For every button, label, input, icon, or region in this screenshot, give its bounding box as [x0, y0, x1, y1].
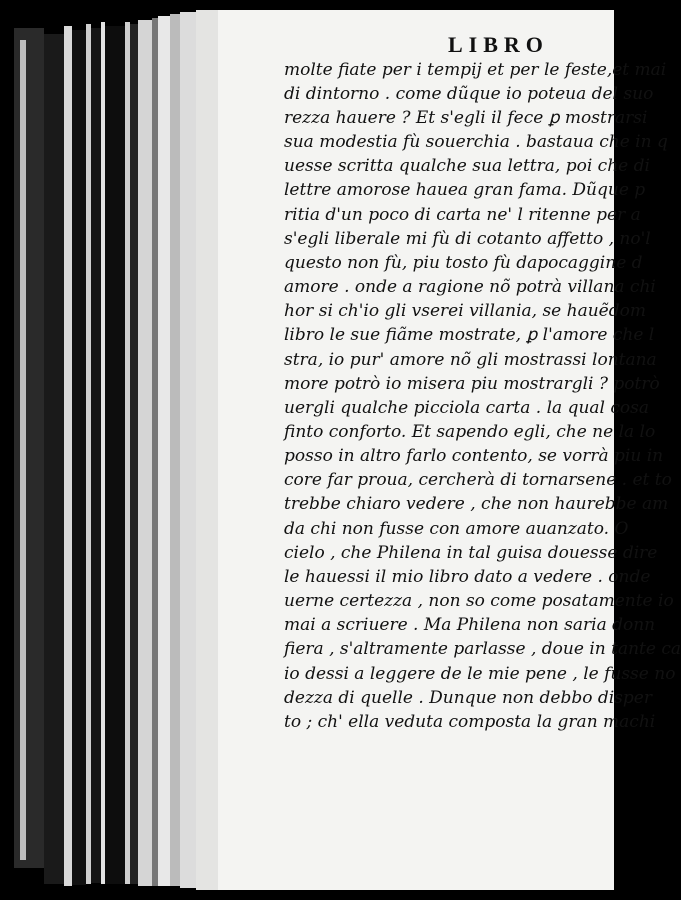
text-line: amore . onde a ragione nõ potrà villana chi [284, 277, 656, 297]
text-line: uergli qualche picciola carta . la qual cosa [284, 398, 650, 418]
running-head: LIBRO [448, 32, 549, 57]
text-line: to ; ch' ella veduta composta la gran machi [284, 712, 656, 732]
text-line: trebbe chiaro vedere , che non haurebbe am [284, 494, 669, 514]
text-line: ritia d'un poco di carta ne' l ritenne per a [284, 205, 641, 225]
text-line: questo non fù, piu tosto fù dapocaggine d [284, 253, 643, 273]
text-line: le hauessi il mio libro dato a vedere . onde [284, 567, 651, 587]
text-line: stra, io pur' amore nõ gli mostrassi lontana [284, 350, 657, 370]
text-line: da chi non fusse con amore auanzato. O [284, 519, 629, 539]
text-line: io dessi a leggere de le mie pene , le fusse no [284, 664, 676, 684]
text-line: dezza di quelle . Dunque non debbo disper [284, 688, 652, 708]
text-block [284, 60, 681, 780]
text-line: sua modestia fù souerchia . bastaua che in q [284, 132, 668, 152]
text-line: core far proua, cercherà di tornarsene . et to [284, 470, 672, 490]
text-line: uerne certezza , non so come posatamente io [284, 591, 674, 611]
text-line: uesse scritta qualche sua lettra, poi che di [284, 156, 650, 176]
text-line: di dintorno . come dũque io poteua del suo [284, 84, 654, 104]
text-line: s'egli liberale mi fù di cotanto affetto , no'l [284, 229, 651, 249]
text-line: cielo , che Philena in tal guisa douesse dire [284, 543, 658, 563]
text-line: hor si ch'io gli vserei villania, se hauẽdom [284, 301, 646, 321]
text-line: fiera , s'altramente parlasse , doue in tante ca [284, 639, 681, 659]
text-line: lettre amorose hauea gran fama. Dũque p [284, 180, 646, 200]
text-line: libro le sue fiãme mostrate, ꝑ l'amore che l [284, 325, 655, 345]
text-line: more potrò io misera piu mostrargli ? potrò [284, 374, 660, 394]
text-line: rezza hauere ? Et s'egli il fece ꝑ mostrarsi [284, 108, 648, 128]
text-line: mai a scriuere . Ma Philena non saria donn [284, 615, 656, 635]
text-line: posso in altro farlo contento, se vorrà piu in [284, 446, 664, 466]
text-line: finto conforto. Et sapendo egli, che ne la lo [284, 422, 656, 442]
text-line: molte fiate per i tempij et per le feste,et mai [284, 60, 667, 80]
